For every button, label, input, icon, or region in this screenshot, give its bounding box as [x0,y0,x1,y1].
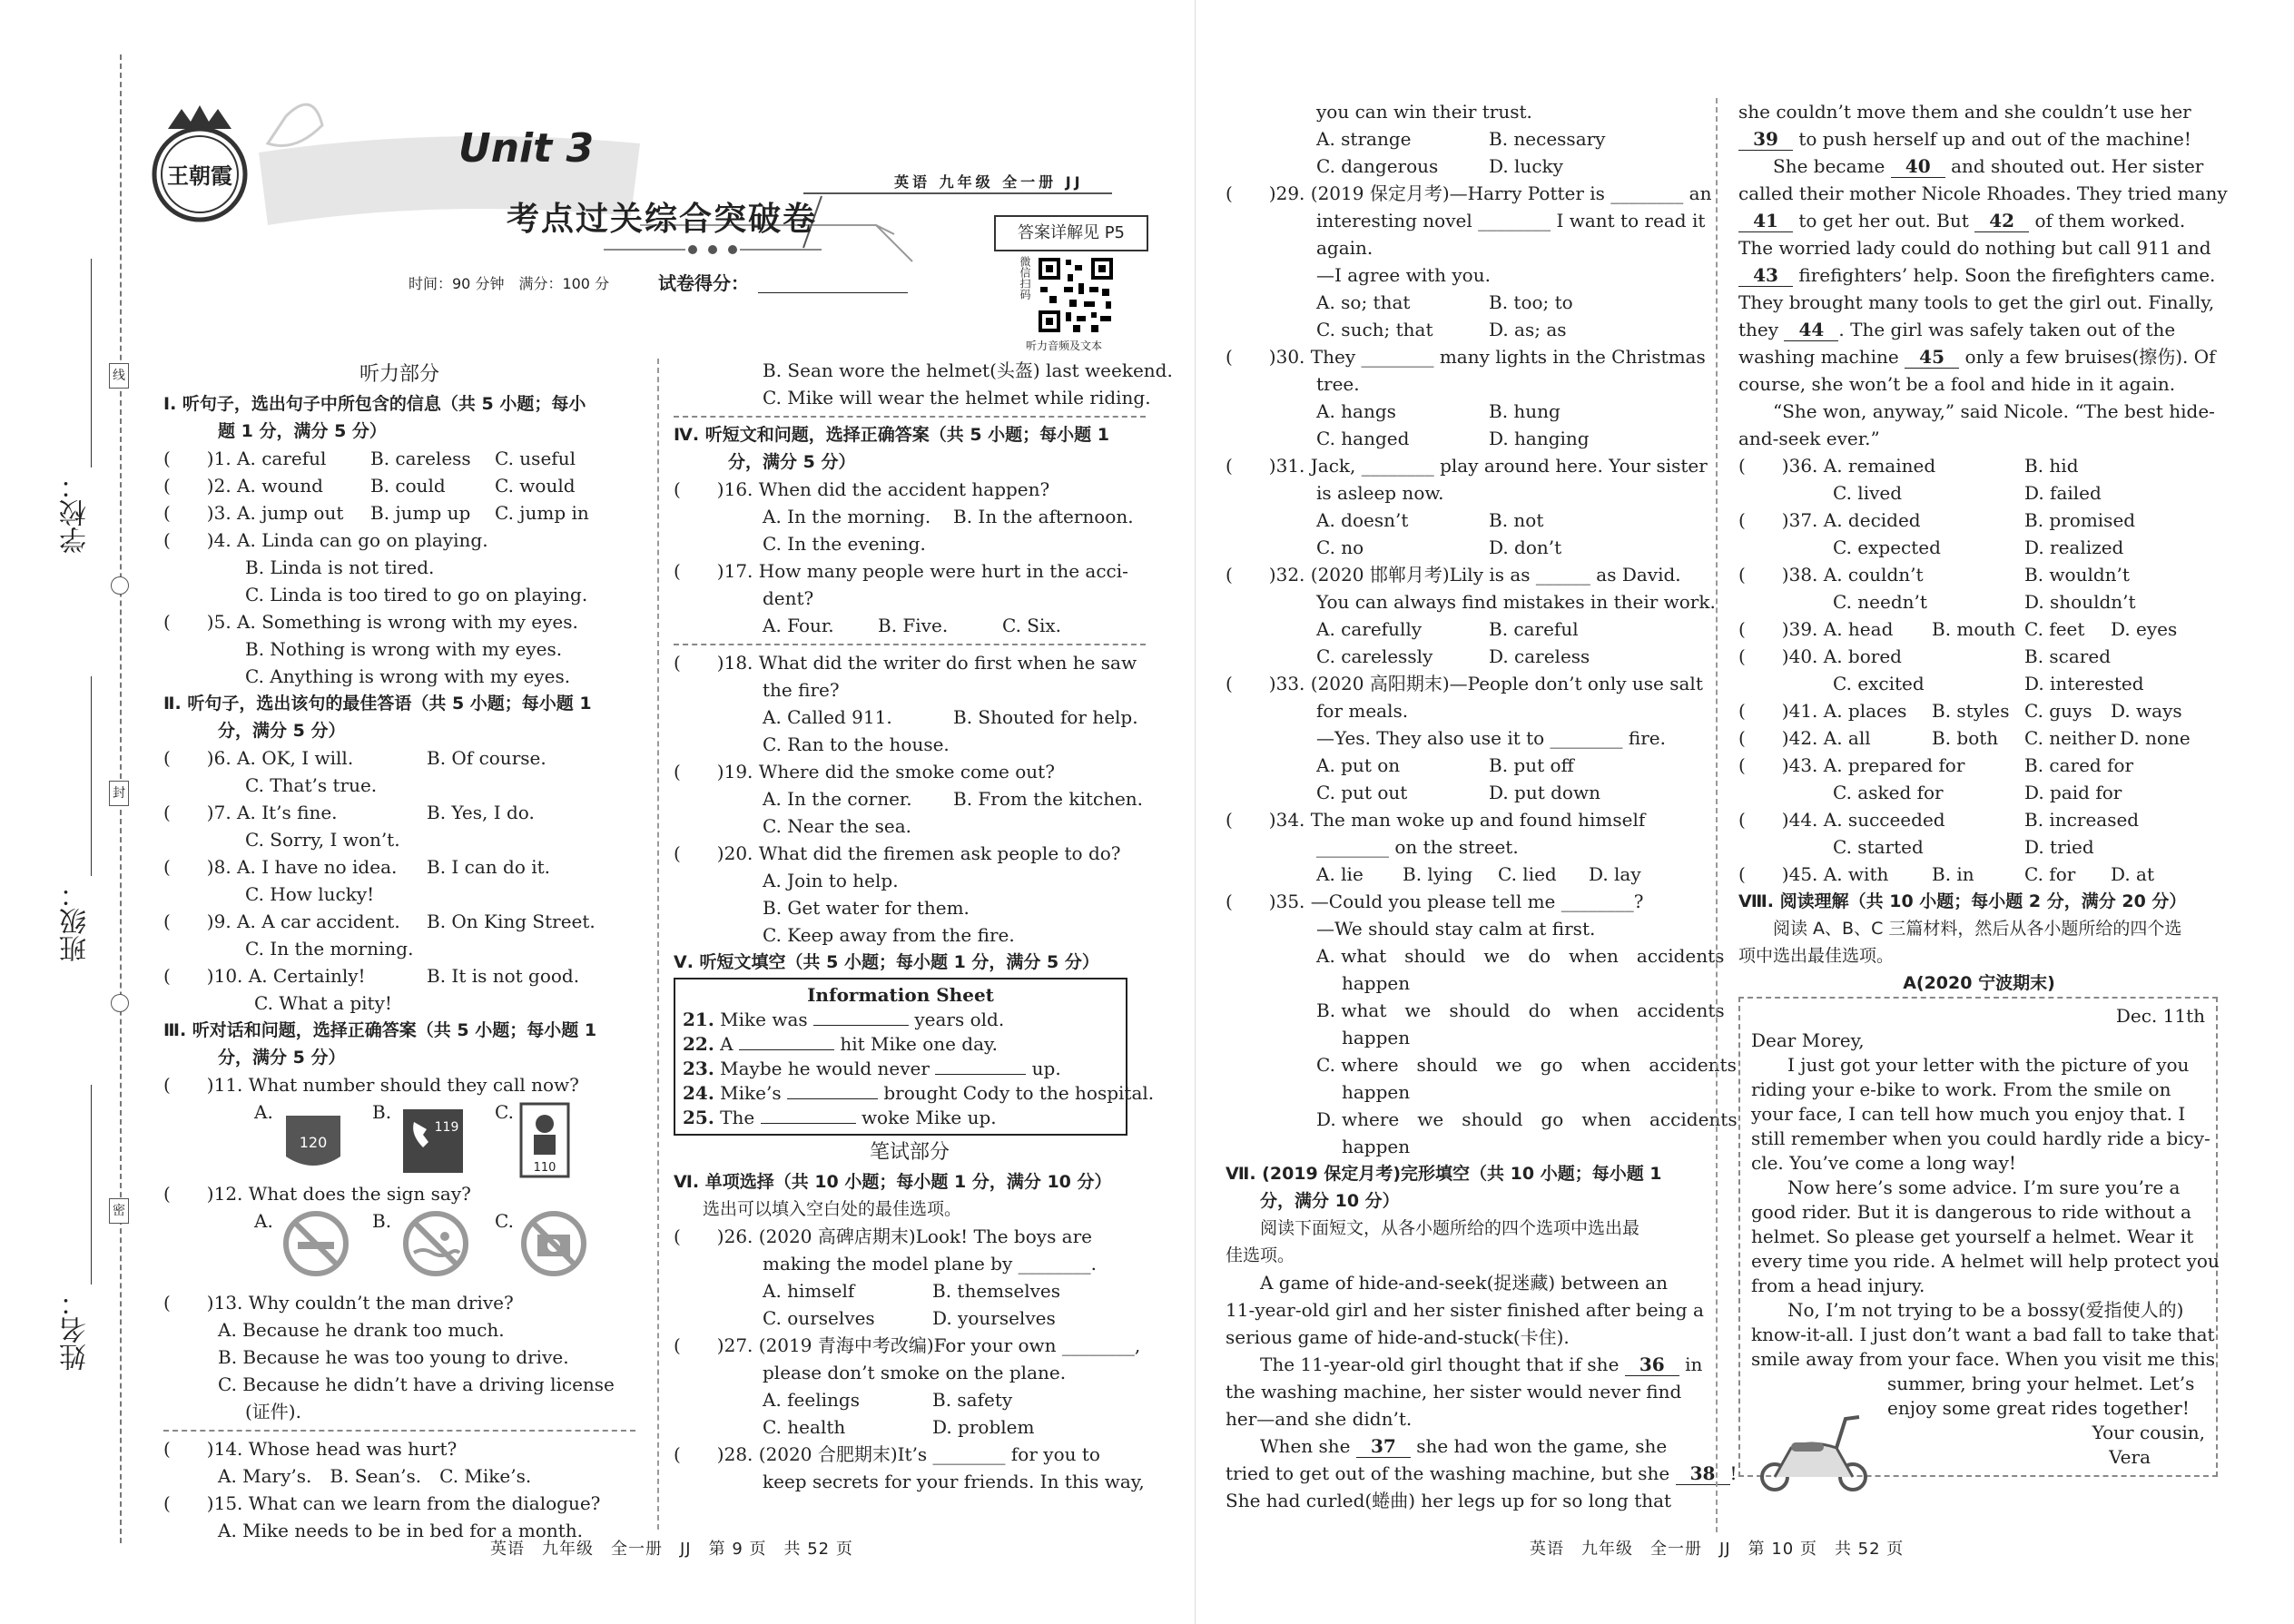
q30-options-cd: C. hanged D. hanging [1316,428,1590,449]
q29-reply: —I agree with you. [1316,264,1491,286]
cloze-p3-line2: tried to get out of the washing machine, but she 38 ! [1226,1462,1738,1484]
q29-options-ab: A. so; that B. too; to [1316,291,1573,313]
q26-options-ab: A. himself B. themselves [763,1280,1061,1302]
cloze-p4-line5: 43 firefighters’ help. Soon the firefighters came. [1738,261,2220,289]
section-6-title: Ⅵ. 单项选择（共 10 小题；每小题 1 分，满分 10 分） [674,1172,1112,1192]
q27-cont: please don’t smoke on the plane. [763,1362,1067,1383]
q20-option-b: B. Get water for them. [763,897,970,919]
q44-options-cd: C. started D. tried [1833,836,2094,858]
q12-image-options [163,1207,635,1289]
section-divider [674,644,1146,645]
cloze-p3-line4: she couldn’t move them and she couldn’t use her [1738,101,2191,123]
question-40[interactable]: ( )40. A. bored B. scared [1738,645,2111,667]
q5-option-b: B. Nothing is wrong with my eyes. [245,638,563,660]
written-part-title: 笔试部分 [869,1141,950,1164]
q35-option-d-cont: happen [1342,1136,1411,1157]
q34-cont: ________ on the street. [1316,836,1519,858]
blank-40[interactable]: 40 [1891,155,1945,178]
sign-119-text: 119 [434,1120,459,1135]
score-label: 试卷得分： [658,272,749,294]
cloze-p2-line2: the washing machine, her sister would never find [1226,1381,1682,1403]
cloze-p4-line1: She became 40 and shouted out. Her sister [1773,155,2204,177]
q28-cont-2: you can win their trust. [1316,101,1532,123]
section-5-title: Ⅴ. 听短文填空（共 5 小题；每小题 1 分，满分 5 分） [674,952,1099,972]
q3-option-a: ( )3. A. jump out [163,502,344,524]
question-18[interactable]: ( )18. What did the writer do first when he saw [674,652,1137,674]
section-divider [163,1430,635,1432]
letter-line: your face, I can tell how much you enjoy that. I [1751,1103,2186,1125]
q29-cont-2: again. [1316,237,1373,259]
blank-41[interactable]: 41 [1738,210,1793,232]
q1-option-a: ( )1. A. careful [163,448,327,469]
q16-options-ab: A. In the morning. B. In the afternoon. [763,506,1134,527]
letter-line: helmet. So please get yourself a helmet. Wear it [1751,1225,2194,1247]
cloze-p3-line3: She had curled(蜷曲) her legs up for so long that [1226,1490,1672,1511]
q12-label-a: A. [254,1210,273,1232]
section-1-title-cont: 题 1 分，满分 5 分） [218,421,387,441]
q18-option-c: C. Ran to the house. [763,733,950,755]
q35-option-a-cont: happen [1342,972,1411,994]
passage-a-title: A(2020 宁波期末) [1903,973,2055,993]
sheet-row-21[interactable]: 21. Mike was years old. [683,1009,1005,1030]
q20-option-a: A. Join to help. [763,870,899,891]
question-14[interactable]: ( )14. Whose head was hurt? [163,1438,458,1460]
binding-hole-icon [111,994,129,1012]
police-sign-icon[interactable] [519,1102,570,1186]
name-label: 姓名： [60,1289,92,1371]
q18-options-ab: A. Called 911. B. Shouted for help. [763,706,1138,728]
section-7-title: Ⅶ. (2019 保定月考)完形填空（共 10 小题；每小题 1 [1226,1164,1662,1184]
q4-option-b: B. Linda is not tired. [245,556,435,578]
question-34[interactable]: ( )34. The man woke up and found himself [1226,809,1646,831]
question-35[interactable]: ( )35. —Could you please tell me ________? [1226,891,1644,912]
blank-43[interactable]: 43 [1738,264,1793,287]
question-32[interactable]: ( )32. (2020 邯郸月考)Lily is as ______ as David. [1226,564,1681,586]
question-16[interactable]: ( )16. When did the accident happen? [674,478,1050,500]
qr-code-icon[interactable] [1037,256,1115,339]
question-36[interactable]: ( )36. A. remained B. hid [1738,455,2079,477]
unit-title: Unit 3 [458,125,595,172]
q32-options-cd: C. carelessly D. careless [1316,645,1590,667]
column-divider [1716,98,1718,1532]
publisher-logo [150,102,250,233]
question-9[interactable]: ( )9. A. A car accident. B. On King Street. [163,910,596,932]
q6-option-c: C. That’s true. [245,774,378,796]
question-37[interactable]: ( )37. A. decided B. promised [1738,509,2136,531]
information-sheet-title: Information Sheet [807,984,994,1006]
q27-options-cd: C. health D. problem [763,1416,1035,1438]
letter-greeting: Dear Morey, [1751,1029,1865,1051]
cloze-p3-line1: When she 37 she had won the game, she [1260,1435,1668,1457]
class-label: 班级： [60,881,92,962]
question-28[interactable]: ( )28. (2020 合肥期末)It’s ________ for you to [674,1443,1100,1465]
qr-side-label: 微信扫码 [1019,256,1031,300]
letter-line: cle. You’ve come a long way! [1751,1152,2016,1174]
cloze-p4-line4: The worried lady could do nothing but call 911 and [1738,237,2211,259]
q3-option-b: B. jump up [370,502,471,524]
question-1[interactable] [163,445,635,472]
question-26[interactable]: ( )26. (2020 高碑店期末)Look! The boys are [674,1225,1093,1247]
q11-label-a: A. [254,1101,273,1123]
question-5[interactable]: ( )5. A. Something is wrong with my eyes. [163,611,578,633]
q11-image-options [163,1098,635,1180]
cloze-p5-line2: and-seek ever.” [1738,428,1880,449]
section-4-title-cont: 分，满分 5 分） [728,452,856,472]
question-45[interactable]: ( )45. A. with B. in C. for D. at [1738,863,2154,885]
q33-cont: for meals. [1316,700,1409,722]
q16-option-c: C. In the evening. [763,533,926,555]
fire-phone-sign-icon[interactable] [401,1107,465,1182]
q35-option-c: C. where should we go when accidents [1316,1054,1737,1076]
section-1-title: Ⅰ. 听句子，选出句子中所包含的信息（共 5 小题；每小 [163,394,586,414]
cloze-p1-line1: A game of hide-and-seek(捉迷藏) between an [1260,1272,1669,1294]
question-11[interactable]: ( )11. What number should they call now? [163,1074,579,1096]
blank-39[interactable]: 39 [1738,128,1793,151]
q11-label-c: C. [495,1101,514,1123]
q30-options-ab: A. hangs B. hung [1316,400,1561,422]
letter-box [1738,997,2218,1477]
letter-line: every time you ride. A helmet will help protect you [1751,1250,2220,1272]
q38-options-cd: C. needn’t D. shouldn’t [1833,591,2136,613]
seal-mark-secret: 密 [109,1198,129,1224]
footer-left: 英语 九年级 全一册 JJ 第 9 页 共 52 页 [490,1540,853,1559]
q35-option-c-cont: happen [1342,1081,1411,1103]
question-39[interactable]: ( )39. A. head B. mouth C. feet D. eyes [1738,618,2178,640]
q28-options-ab: A. strange B. necessary [1316,128,1606,150]
question-42[interactable]: ( )42. A. all B. both C. neither D. none [1738,727,2191,749]
listening-part-title: 听力部分 [359,363,439,386]
column-divider [657,359,659,1530]
question-3[interactable] [163,499,635,527]
q2-option-b: B. could [370,475,446,497]
q32-options-ab: A. carefully B. careful [1316,618,1579,640]
q37-options-cd: C. expected D. realized [1833,536,2124,558]
letter-line: from a head injury. [1751,1275,1925,1296]
section-7-instruction-cont: 佳选项。 [1226,1245,1295,1265]
q31-cont: is asleep now. [1316,482,1444,504]
q13-option-b: B. Because he was too young to drive. [218,1346,569,1368]
column-2 [674,357,1173,1495]
section-divider [674,416,1146,418]
q30-cont: tree. [1316,373,1360,395]
sheet-row-22[interactable]: 22. A hit Mike one day. [683,1033,999,1055]
information-sheet [674,978,1155,1136]
cloze-p4-line7: they 44 . The girl was safely taken out of the [1738,319,2176,340]
cloze-p3-line5: 39 to push herself up and out of the machine! [1738,125,2220,153]
q32-cont: You can always find mistakes in their work. [1316,591,1716,613]
q10-option-c: C. What a pity! [254,992,392,1014]
binding-hole-icon [111,576,129,595]
cloze-p4-line3: 41 to get her out. But 42 of them worked. [1738,207,2220,234]
q26-cont: making the model plane by ________. [763,1253,1097,1275]
question-6[interactable]: ( )6. A. OK, I will. B. Of course. [163,747,546,769]
q14-options: A. Mary’s. B. Sean’s. C. Mike’s. [218,1465,532,1487]
seal-mark-line: 线 [109,363,129,389]
qr-caption: 听力音频及文本 [1026,340,1103,352]
footer-right: 英语 九年级 全一册 JJ 第 10 页 共 52 页 [1530,1540,1905,1559]
blank-44[interactable]: 44 [1784,319,1838,341]
q13-option-a: A. Because he drank too much. [218,1319,505,1341]
q3-option-c: C. jump in [495,502,589,524]
question-27[interactable]: ( )27. (2019 青海中考改编)For your own ________, [674,1334,1141,1356]
question-12[interactable]: ( )12. What does the sign say? [163,1183,471,1205]
column-1 [163,359,635,1544]
section-2-title: Ⅱ. 听句子，选出该句的最佳答语（共 5 小题；每小题 1 [163,694,592,714]
q12-label-c: C. [495,1210,514,1232]
letter-line: riding your e-bike to work. From the smile on [1751,1078,2171,1100]
question-31[interactable]: ( )31. Jack, ________ play around here. Your sister [1226,455,1708,477]
q5-option-c: C. Anything is wrong with my eyes. [245,665,571,687]
class-input-line[interactable] [91,676,92,876]
paper-subtitle: 考点过关综合突破卷 [507,201,818,238]
q40-options-cd: C. excited D. interested [1833,673,2144,694]
column-3 [1226,98,1738,1514]
letter-line: enjoy some great rides together! [1887,1397,2190,1419]
cloze-p4-line2: called their mother Nicole Rhoades. They tried many [1738,182,2228,204]
blank-42[interactable]: 42 [1974,210,2029,232]
q11-label-b: B. [372,1101,392,1123]
sheet-row-23[interactable]: 23. Maybe he would never up. [683,1058,1061,1079]
question-8[interactable]: ( )8. A. I have no idea. B. I can do it. [163,856,551,878]
q13-option-c-cont: (证件). [245,1401,301,1422]
section-7-title-cont: 分，满分 10 分） [1260,1191,1400,1211]
scooter-icon [1755,1412,1873,1500]
sheet-row-25[interactable]: 25. The woke Mike up. [683,1107,997,1128]
q33-reply: —Yes. They also use it to ________ fire. [1316,727,1666,749]
letter-line: No, I’m not trying to be a bossy(爱指使人的) [1787,1299,2184,1321]
letter-signoff: Your cousin, [2092,1422,2205,1443]
q17-cont: dent? [763,587,814,609]
q33-options-ab: A. put on B. put off [1316,754,1574,776]
section-8-title: Ⅷ. 阅读理解（共 10 小题；每小题 2 分，满分 20 分） [1738,891,2187,911]
blank-37[interactable]: 37 [1356,1435,1411,1458]
letter-line: I just got your letter with the picture of you [1787,1054,2190,1076]
cloze-p2-line1: The 11-year-old girl thought that if she 36 in [1260,1353,1703,1375]
letter-signature: Vera [2109,1446,2151,1468]
cloze-p4-line6: They brought many tools to get the girl out. Finally, [1738,291,2215,313]
blank-45[interactable]: 45 [1905,346,1959,369]
seal-mark-seal: 封 [109,781,129,806]
cloze-p2-line3: her—and she didn’t. [1226,1408,1413,1430]
section-8-instruction: 阅读 A、B、C 三篇材料，然后从各小题所给的四个选 [1773,919,2182,939]
no-swimming-sign-icon[interactable] [401,1209,470,1285]
course-tag: 英语 九年级 全一册 JJ [894,173,1084,191]
q29-options-cd: C. such; that D. as; as [1316,319,1567,340]
letter-line: know-it-all. I just don’t want a bad fall to take that [1751,1324,2215,1345]
sign-110-text: 110 [533,1161,556,1175]
question-43[interactable]: ( )43. A. prepared for B. cared for [1738,754,2134,776]
column-4 [1738,98,2228,1477]
ambulance-sign-icon[interactable] [281,1111,345,1182]
no-smoking-sign-icon[interactable] [281,1209,350,1285]
letter-line: smile away from your face. When you visit me this [1751,1348,2215,1370]
blank-38[interactable]: 38 [1676,1462,1730,1485]
q28-options-cd: C. dangerous D. lucky [1316,155,1563,177]
q2-option-a: ( )2. A. wound [163,475,323,497]
q26-options-cd: C. ourselves D. yourselves [763,1307,1056,1329]
question-20[interactable]: ( )20. What did the firemen ask people to do? [674,842,1121,864]
q35-option-a: A. what should we do when accidents [1316,945,1725,967]
q4-option-c: C. Linda is too tired to go on playing. [245,584,588,605]
cloze-p4-line9: course, she won’t be a fool and hide in it again. [1738,373,2176,395]
letter-date: Dec. 11th [2115,1005,2205,1027]
no-photo-sign-icon[interactable] [519,1209,588,1285]
q1-option-b: B. careless [370,448,471,469]
name-input-line[interactable] [91,1085,92,1284]
q2-option-c: C. would [495,475,576,497]
question-38[interactable]: ( )38. A. couldn’t B. wouldn’t [1738,564,2130,586]
q31-options-cd: C. no D. don’t [1316,536,1562,558]
q35-option-d: D. where we should go when accidents [1316,1108,1738,1130]
q8-option-c: C. How lucky! [245,883,375,905]
q19-options-ab: A. In the corner. B. From the kitchen. [763,788,1144,810]
question-30[interactable]: ( )30. They ________ many lights in the Christmas [1226,346,1706,368]
q18-cont: the fire? [763,679,840,701]
q35-reply: —We should stay calm at first. [1316,918,1596,940]
section-7-instruction: 阅读下面短文，从各小题所给的四个选项中选出最 [1260,1218,1640,1238]
school-input-line[interactable] [91,259,92,468]
cloze-p4-line8: washing machine 45 only a few bruises(擦伤). Of [1738,346,2216,368]
q29-cont: interesting novel ________ I want to read it [1316,210,1706,231]
q7-option-c: C. Sorry, I won’t. [245,829,400,851]
letter-line: summer, bring your helmet. Let’s [1887,1373,2195,1394]
q20-option-c: C. Keep away from the fire. [763,924,1015,946]
section-6-instruction: 选出可以填入空白处的最佳选项。 [703,1199,962,1219]
q17-options: A. Four. B. Five. C. Six. [763,615,1062,636]
question-2[interactable] [163,472,635,499]
question-15[interactable]: ( )15. What can we learn from the dialogue? [163,1492,601,1514]
time-info: 时间：90 分钟 满分：100 分 [409,275,610,292]
question-7[interactable]: ( )7. A. It’s fine. B. Yes, I do. [163,802,535,823]
question-33[interactable]: ( )33. (2020 高阳期末)—People don’t only use salt [1226,673,1703,694]
q15-option-b: B. Sean wore the helmet(头盔) last weekend. [763,359,1173,381]
q35-option-b-cont: happen [1342,1027,1411,1048]
q31-options-ab: A. doesn’t B. not [1316,509,1544,531]
section-3-title: Ⅲ. 听对话和问题，选择正确答案（共 5 小题；每小题 1 [163,1020,597,1040]
q9-option-c: C. In the morning. [245,938,414,960]
score-input-line[interactable] [758,292,908,293]
q33-options-cd: C. put out D. put down [1316,782,1600,803]
question-41[interactable]: ( )41. A. places B. styles C. guys D. ways [1738,700,2182,722]
cloze-p1-line2: 11-year-old girl and her sister finished after being a [1226,1299,1704,1321]
q12-label-b: B. [372,1210,392,1232]
question-13[interactable]: ( )13. Why couldn’t the man drive? [163,1292,514,1314]
blank-36[interactable]: 36 [1625,1353,1679,1376]
q28-cont: keep secrets for your friends. In this way, [763,1471,1145,1492]
letter-line: Now here’s some advice. I’m sure you’re a [1787,1176,2181,1198]
section-3-title-cont: 分，满分 5 分） [218,1048,346,1068]
question-10[interactable]: ( )10. A. Certainly! B. It is not good. [163,965,580,987]
q35-option-b: B. what we should do when accidents [1316,999,1725,1021]
q13-option-c: C. Because he didn’t have a driving license [218,1373,615,1395]
cloze-p1-line3: serious game of hide-and-stuck(卡住). [1226,1326,1570,1348]
answer-reference: 答案详解见 P5 [994,215,1148,251]
q27-options-ab: A. feelings B. safety [763,1389,1013,1411]
question-29[interactable]: ( )29. (2019 保定月考)—Harry Potter is ________ an [1226,182,1712,204]
sign-120-text: 120 [299,1134,328,1151]
letter-line: still remember when you could hardly ride a bicy- [1751,1127,2210,1149]
sheet-row-24[interactable]: 24. Mike’s brought Cody to the hospital. [683,1082,1155,1104]
q36-options-cd: C. lived D. failed [1833,482,2102,504]
section-2-title-cont: 分，满分 5 分） [218,721,346,741]
page-gutter [1195,0,1196,1624]
q1-option-c: C. useful [495,448,576,469]
question-4[interactable]: ( )4. A. Linda can go on playing. [163,529,488,551]
section-4-title: Ⅳ. 听短文和问题，选择正确答案（共 5 小题；每小题 1 [674,425,1109,445]
q15-option-c: C. Mike will wear the helmet while riding. [763,387,1151,408]
question-17[interactable]: ( )17. How many people were hurt in the acci- [674,560,1128,582]
q34-options: A. lie B. lying C. lied D. lay [1316,863,1641,885]
q43-options-cd: C. asked for D. paid for [1833,782,2122,803]
letter-line: good rider. But it is dangerous to ride without a [1751,1201,2191,1223]
cloze-p5-line1: “She won, anyway,” said Nicole. “The best hide- [1773,400,2215,422]
section-8-instruction-cont: 项中选出最佳选项。 [1738,946,1895,966]
question-19[interactable]: ( )19. Where did the smoke come out? [674,761,1055,782]
q15-option-a: A. Mike needs to be in bed for a month. [218,1520,583,1541]
school-label: 学校： [60,472,92,554]
question-44[interactable]: ( )44. A. succeeded B. increased [1738,809,2140,831]
q19-option-c: C. Near the sea. [763,815,911,837]
logo-text: 王朝霞 [167,163,232,189]
